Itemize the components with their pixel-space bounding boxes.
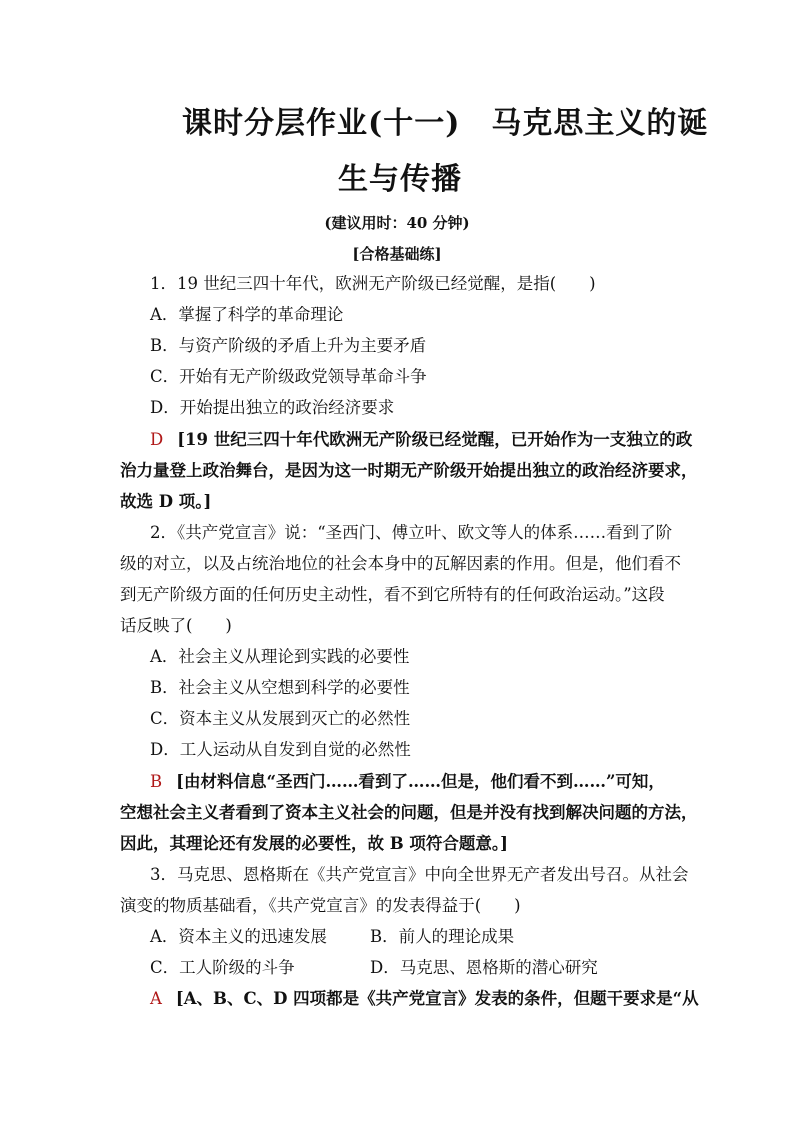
question-3-explanation-line-1 (150, 989, 699, 1009)
question-1-explanation-text: [19 世纪三四十年代欧洲无产阶级已经觉醒，已开始作为一支独立的政 (177, 430, 693, 449)
time-note: (建议用时：40 分钟) (324, 214, 470, 232)
question-3-answer: A (150, 989, 162, 1008)
question-2-stem-line-3: 到无产阶级方面的任何历史主动性，看不到它所特有的任何政治运动。”这段 (120, 585, 665, 604)
question-3-stem-line-1: 3．马克思、恩格斯在《共产党宣言》中向全世界无产者发出号召。从社会 (150, 865, 689, 884)
question-1-option-a: A．掌握了科学的革命理论 (150, 305, 344, 324)
section-heading: [合格基础练] (352, 245, 442, 263)
question-1-option-b: B．与资产阶级的矛盾上升为主要矛盾 (150, 336, 427, 355)
question-1-explanation-line-3: 故选 D 项。] (120, 492, 212, 511)
question-2-option-c: C．资本主义从发展到灭亡的必然性 (150, 709, 411, 728)
question-3-stem-line-2: 演变的物质基础看，《共产党宣言》的发表得益于( ) (120, 896, 521, 915)
question-2-answer: B (150, 772, 163, 791)
page-title-line-2: 生与传播 (338, 162, 462, 197)
page-title-line-1: 课时分层作业(十一) 马克思主义的诞 (182, 106, 709, 141)
question-2-explanation-line-1 (150, 772, 676, 792)
question-2-explanation-line-3: 因此，其理论还有发展的必要性，故 B 项符合题意。] (120, 834, 508, 853)
question-2-option-a: A．社会主义从理论到实践的必要性 (150, 647, 410, 666)
question-1-option-c: C．开始有无产阶级政党领导革命斗争 (150, 367, 427, 386)
question-2-option-b: B．社会主义从空想到科学的必要性 (150, 678, 410, 697)
question-3-option-a: A．资本主义的迅速发展 (150, 927, 327, 946)
question-1-explanation-line-1 (150, 430, 693, 450)
question-3-option-b: B．前人的理论成果 (370, 927, 515, 946)
question-1-explanation-line-2: 治力量登上政治舞台，是因为这一时期无产阶级开始提出独立的政治经济要求， (120, 461, 698, 480)
question-1-stem: 1．19 世纪三四十年代，欧洲无产阶级已经觉醒，是指( ) (150, 274, 596, 293)
question-1-option-d: D．开始提出独立的政治经济要求 (150, 398, 395, 417)
question-3-options-row-2 (150, 958, 676, 978)
question-1-answer: D (150, 430, 164, 449)
question-2-option-d: D．工人运动从自发到自觉的必然性 (150, 740, 411, 759)
question-2-stem-line-1: 2．《共产党宣言》说：“圣西门、傅立叶、欧文等人的体系……看到了阶 (150, 523, 673, 542)
question-3-option-c: C．工人阶级的斗争 (150, 958, 295, 977)
question-2-stem-line-4: 话反映了( ) (120, 616, 232, 635)
question-3-options-row-1 (150, 927, 676, 947)
question-3-option-d: D．马克思、恩格斯的潜心研究 (370, 958, 598, 977)
question-2-explanation-text: [由材料信息“圣西门……看到了……但是，他们看不到……”可知， (176, 772, 665, 791)
question-3-explanation-text: [A、B、C、D 四项都是《共产党宣言》发表的条件，但题干要求是“从 (175, 989, 699, 1008)
question-2-explanation-line-2: 空想社会主义者看到了资本主义社会的问题，但是并没有找到解决问题的方法， (120, 803, 698, 822)
question-2-stem-line-2: 级的对立，以及占统治地位的社会本身中的瓦解因素的作用。但是，他们看不 (120, 554, 681, 573)
